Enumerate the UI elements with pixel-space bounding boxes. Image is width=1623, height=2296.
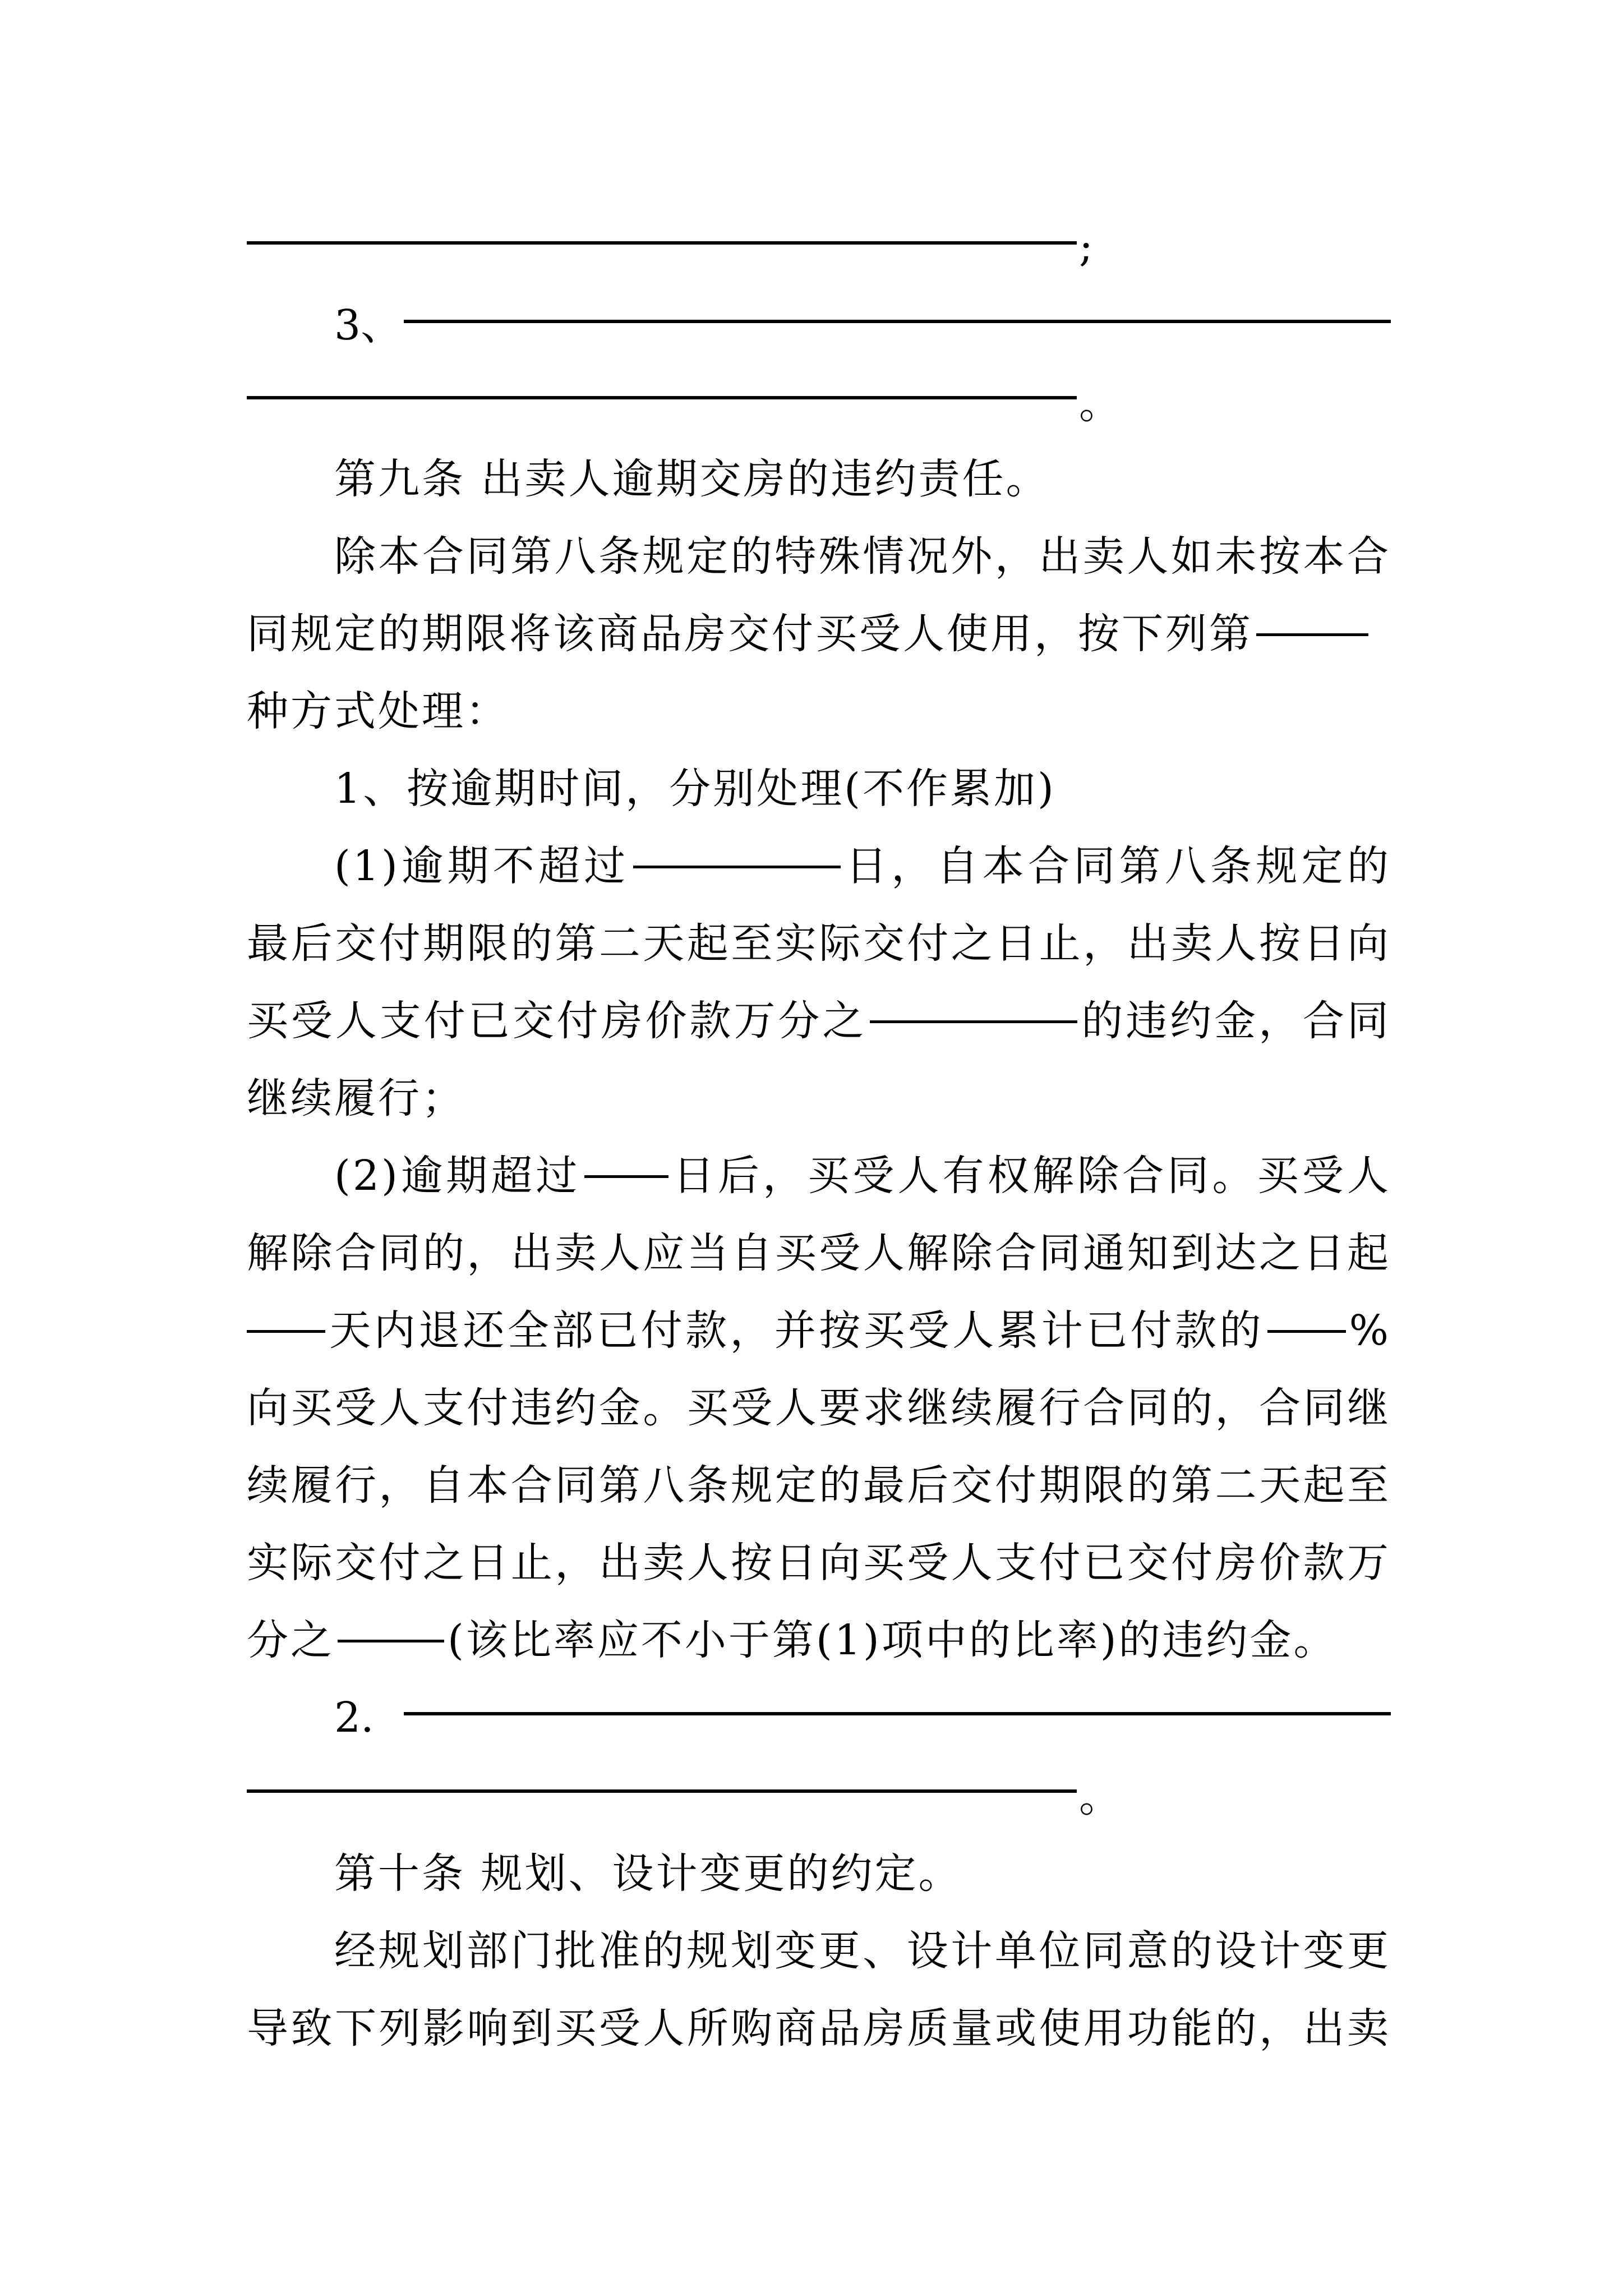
text: (1)逾期不超过 <box>334 842 630 890</box>
option-1-item-2-line: 解除合同的，出卖人应当自买受人解除合同通知到达之日起 <box>247 1229 1391 1277</box>
fill-in-blank-line <box>404 1712 1391 1715</box>
fill-in-blank-line <box>404 320 1391 323</box>
text: 天内退还全部已付款，并按买受人累计已付款的 <box>329 1306 1264 1355</box>
fill-in-blank-line <box>247 241 1077 245</box>
option-1-heading: 1、按逾期时间，分别处理(不作累加) <box>334 765 1056 813</box>
option-1-item-1-line: 继续履行； <box>247 1074 465 1122</box>
option-1-item-2-line: 向买受人支付违约金。买受人要求继续履行合同的，合同继 <box>247 1384 1391 1432</box>
article-10-paragraph-line: 经规划部门批准的规划变更、设计单位同意的设计变更 <box>334 1927 1391 1975</box>
item3-period: 。 <box>1079 380 1121 428</box>
text: % <box>1349 1306 1391 1355</box>
text: 日后，买受人有权解除合同。买受人 <box>671 1152 1391 1200</box>
option-1-item-1-line: 最后交付期限的第二天起至实际交付之日止，出卖人按日向 <box>247 919 1391 968</box>
fill-in-blank <box>247 1330 325 1333</box>
article-9-paragraph-line <box>247 595 1391 673</box>
option-2-label: 2. <box>334 1694 374 1742</box>
fill-in-blank <box>338 1640 444 1642</box>
option-1-item-2-line: 实际交付之日止，出卖人按日向买受人支付已交付房价款万 <box>247 1539 1391 1587</box>
item2-semicolon: ; <box>1079 223 1093 271</box>
article-9-paragraph-line: 种方式处理： <box>247 687 509 735</box>
fill-in-blank-line <box>247 396 1077 399</box>
fill-in-blank <box>633 866 841 868</box>
option-1-item-2-line <box>247 1601 1391 1680</box>
option-2-period: 。 <box>1079 1773 1121 1821</box>
fill-in-blank <box>870 1020 1077 1023</box>
option-1-item-2-line: 续履行，自本合同第八条规定的最后交付期限的第二天起至 <box>247 1461 1391 1510</box>
article-10-paragraph-line: 导致下列影响到买受人所购商品房质量或使用功能的，出卖 <box>247 2004 1391 2053</box>
option-1-item-1-line <box>334 827 1391 905</box>
text: 分之 <box>247 1616 334 1664</box>
text: 买受人支付已交付房价款万分之 <box>247 997 867 1045</box>
article-10-title: 第十条 规划、设计变更的约定。 <box>334 1849 962 1898</box>
fill-in-blank <box>1256 633 1368 636</box>
fill-in-blank <box>1267 1330 1346 1333</box>
option-1-item-1-line <box>247 982 1391 1060</box>
article-9-paragraph-line: 除本合同第八条规定的特殊情况外，出卖人如未按本合 <box>334 532 1391 581</box>
text: (2)逾期超过 <box>334 1152 581 1200</box>
text: 日，自本合同第八条规定的 <box>843 842 1391 890</box>
article-9-paragraph-text: 同规定的期限将该商品房交付买受人使用，按下列第 <box>247 610 1253 658</box>
text: (该比率应不小于第(1)项中的比率)的违约金。 <box>448 1616 1338 1664</box>
option-1-item-2-line <box>247 1291 1391 1370</box>
text: 的违约金，合同 <box>1081 997 1391 1045</box>
fill-in-blank-line <box>247 1789 1077 1793</box>
item3-label: 3、 <box>334 301 403 349</box>
fill-in-blank <box>584 1175 668 1178</box>
option-1-item-2-line <box>334 1137 1391 1215</box>
article-9-title: 第九条 出卖人逾期交房的违约责任。 <box>334 455 1050 503</box>
